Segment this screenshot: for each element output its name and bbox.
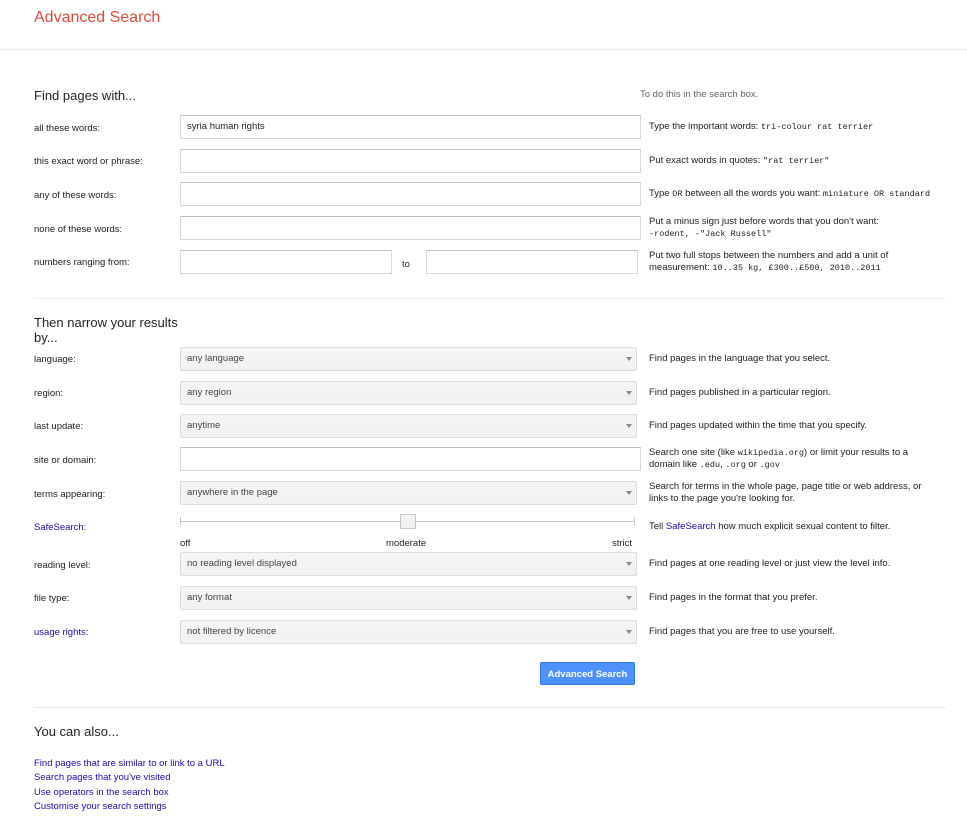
last-update-label: last update: <box>34 421 84 432</box>
file-type-help: Find pages in the format that you prefer. <box>649 592 818 603</box>
site-domain-label: site or domain: <box>34 455 97 466</box>
chevron-down-icon <box>626 562 632 566</box>
search-settings-link[interactable]: Customise your search settings <box>34 801 167 812</box>
any-words-input[interactable] <box>180 182 641 206</box>
slider-tick-strict <box>634 517 635 525</box>
reading-level-value: no reading level displayed <box>187 558 297 569</box>
region-help: Find pages published in a particular region. <box>649 387 831 398</box>
file-type-value: any format <box>187 592 232 603</box>
section-divider <box>34 298 946 299</box>
all-words-input[interactable]: syria human rights <box>180 115 641 139</box>
also-section-heading: You can also... <box>34 724 119 739</box>
narrow-section-heading: Then narrow your results by... <box>34 315 178 345</box>
file-type-label: file type: <box>34 593 70 604</box>
exact-phrase-input[interactable] <box>180 149 641 173</box>
visited-pages-link[interactable]: Search pages that you've visited <box>34 772 171 783</box>
header <box>0 0 967 50</box>
all-words-label: all these words: <box>34 123 101 134</box>
number-range-from-input[interactable] <box>180 250 392 274</box>
region-label: region: <box>34 388 64 399</box>
chevron-down-icon <box>626 491 632 495</box>
terms-appearing-select[interactable] <box>180 481 637 505</box>
slider-tick-off <box>180 517 181 525</box>
page-title: Advanced Search <box>34 9 161 26</box>
language-label: language: <box>34 354 76 365</box>
safesearch-label[interactable]: SafeSearch: <box>34 522 87 533</box>
last-update-help: Find pages updated within the time that you specify. <box>649 420 867 431</box>
region-value: any region <box>187 387 232 398</box>
number-range-label: numbers ranging from: <box>34 257 130 268</box>
file-type-select[interactable] <box>180 586 637 610</box>
operators-link[interactable]: Use operators in the search box <box>34 787 169 798</box>
terms-appearing-label: terms appearing: <box>34 489 106 500</box>
section-divider <box>34 707 946 708</box>
number-range-to-label: to <box>402 259 410 270</box>
language-value: any language <box>187 353 245 364</box>
find-section-heading: Find pages with... <box>34 88 136 103</box>
search-box-hint: To do this in the search box. <box>640 89 759 100</box>
similar-pages-link[interactable]: Find pages that are similar to or link to a URL <box>34 758 225 769</box>
safesearch-help: Tell SafeSearch how much explicit sexual content to filter. <box>649 521 891 532</box>
region-select[interactable] <box>180 381 637 405</box>
reading-level-select[interactable] <box>180 552 637 576</box>
advanced-search-button[interactable]: Advanced Search <box>540 662 635 685</box>
last-update-select[interactable] <box>180 414 637 438</box>
any-words-help: Type OR between all the words you want: miniature OR standard <box>649 188 931 199</box>
number-range-help: Put two full stops between the numbers and add a unit of measurement: 10..35 kg, £300..£500, 2010..2011 <box>649 250 889 273</box>
exact-phrase-help: Put exact words in quotes: "rat terrier" <box>649 155 830 166</box>
chevron-down-icon <box>626 424 632 428</box>
usage-rights-value: not filtered by licence <box>187 626 277 637</box>
last-update-value: anytime <box>187 420 221 431</box>
number-range-to-input[interactable] <box>426 250 638 274</box>
none-words-label: none of these words: <box>34 224 123 235</box>
terms-appearing-value: anywhere in the page <box>187 487 278 498</box>
site-domain-input[interactable] <box>180 447 641 471</box>
exact-phrase-label: this exact word or phrase: <box>34 156 143 167</box>
any-words-label: any of these words: <box>34 190 117 201</box>
language-select[interactable] <box>180 347 637 371</box>
safesearch-slider-handle[interactable] <box>400 514 416 529</box>
safesearch-help-link[interactable]: SafeSearch <box>665 521 716 532</box>
chevron-down-icon <box>626 596 632 600</box>
safesearch-strict-label: strict <box>612 538 633 549</box>
chevron-down-icon <box>626 357 632 361</box>
all-words-help: Type the important words: tri-colour rat terrier <box>649 121 874 132</box>
none-words-input[interactable] <box>180 216 641 240</box>
reading-level-label: reading level: <box>34 560 91 571</box>
safesearch-moderate-label: moderate <box>386 538 427 549</box>
none-words-help: Put a minus sign just before words that you don't want: -rodent, -"Jack Russell" <box>649 216 879 239</box>
site-domain-help: Search one site (like wikipedia.org) or limit your results to a domain like .edu, .org or .gov <box>649 447 909 470</box>
safesearch-off-label: off <box>180 538 191 549</box>
terms-appearing-help: Search for terms in the whole page, page title or web address, or links to the page you're looking for. <box>649 481 922 504</box>
reading-level-help: Find pages at one reading level or just view the level info. <box>649 558 891 569</box>
language-help: Find pages in the language that you select. <box>649 353 831 364</box>
usage-rights-select[interactable] <box>180 620 637 644</box>
chevron-down-icon <box>626 391 632 395</box>
usage-rights-label[interactable]: usage rights: <box>34 627 89 638</box>
usage-rights-help: Find pages that you are free to use yourself. <box>649 626 835 637</box>
chevron-down-icon <box>626 630 632 634</box>
